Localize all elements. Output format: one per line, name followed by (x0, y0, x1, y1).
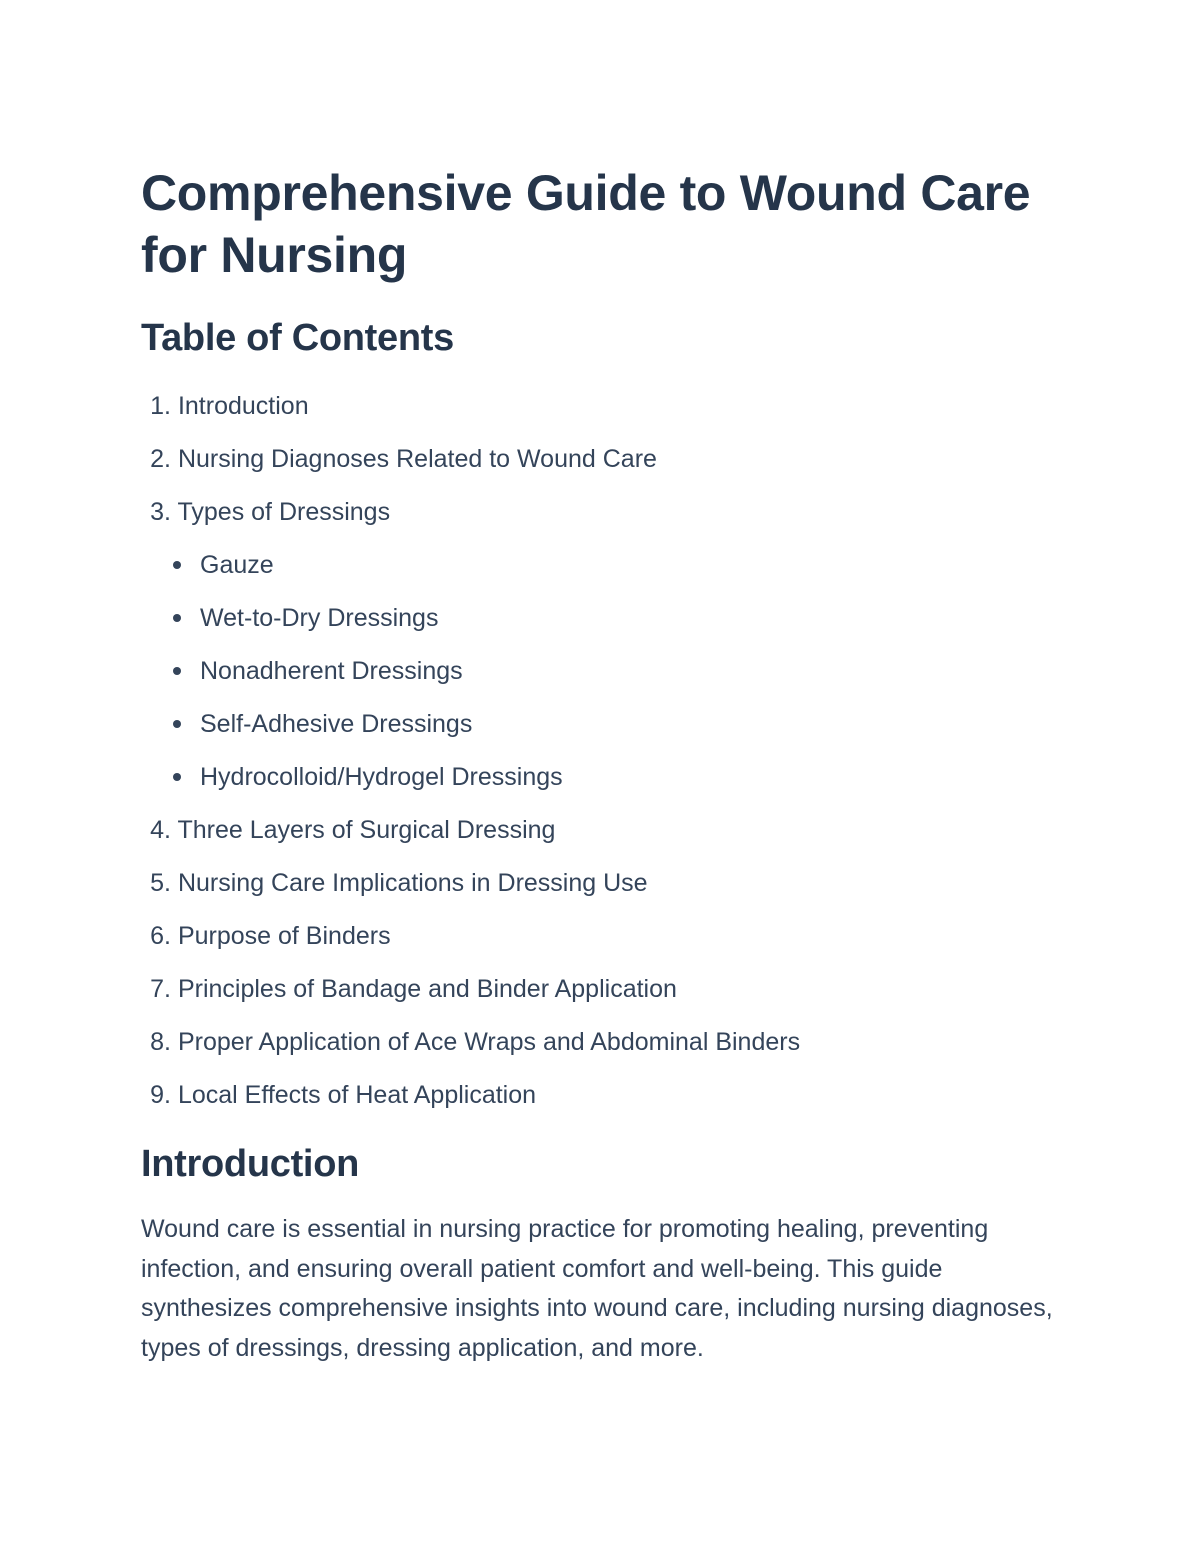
toc-item-number: 8. (150, 1028, 171, 1056)
toc-item-label: Purpose of Binders (177, 922, 391, 950)
toc-item-number: 4. (150, 816, 171, 844)
toc-item-number: 2. (150, 445, 171, 473)
bullet-icon (173, 614, 181, 622)
toc-item-label: Types of Dressings (177, 498, 391, 526)
introduction-heading: Introduction (141, 1143, 360, 1185)
toc-item-purpose-of-binders (141, 915, 800, 968)
toc-item-label: Nursing Diagnoses Related to Wound Care (177, 445, 657, 473)
bullet-icon (173, 773, 181, 781)
toc-item-nursing-care-implications (141, 862, 800, 915)
table-of-contents (141, 385, 800, 1127)
toc-subitem-label: Wet-to-Dry Dressings (200, 604, 439, 632)
toc-item-nursing-diagnoses (141, 438, 800, 491)
toc-item-label: Local Effects of Heat Application (177, 1081, 537, 1109)
toc-item-introduction (141, 385, 800, 438)
document-title: Comprehensive Guide to Wound Care for Nursing (141, 165, 1031, 283)
toc-item-principles-bandage (141, 968, 800, 1021)
toc-item-number: 1. (150, 392, 171, 420)
toc-subitem-label: Gauze (200, 551, 274, 579)
toc-item-label: Three Layers of Surgical Dressing (177, 816, 556, 844)
toc-subitem-self-adhesive (141, 703, 800, 756)
toc-subitem-wet-to-dry (141, 597, 800, 650)
toc-item-number: 7. (150, 975, 171, 1003)
toc-item-number: 5. (150, 869, 171, 897)
toc-subitem-gauze (141, 544, 800, 597)
toc-subitem-label: Self-Adhesive Dressings (200, 710, 473, 738)
toc-heading: Table of Contents (141, 317, 454, 359)
bullet-icon (173, 720, 181, 728)
bullet-icon (173, 561, 181, 569)
toc-item-label: Introduction (177, 392, 309, 420)
toc-item-number: 9. (150, 1081, 171, 1109)
toc-item-heat-application (141, 1074, 800, 1127)
toc-subitem-label: Nonadherent Dressings (200, 657, 463, 685)
toc-item-label: Nursing Care Implications in Dressing Use (177, 869, 648, 897)
introduction-paragraph: Wound care is essential in nursing practice for promoting healing, preventing infection, and ensuring overall patient comfort and well-being. This guide synthesizes comprehensive insights into wound care, including nursing diagnoses, types of dressings, dressing application, and more. (141, 1215, 1053, 1362)
toc-item-ace-wraps (141, 1021, 800, 1074)
toc-subitem-nonadherent (141, 650, 800, 703)
toc-item-label: Principles of Bandage and Binder Application (177, 975, 677, 1003)
toc-item-three-layers (141, 809, 800, 862)
toc-item-number: 3. (150, 498, 171, 526)
toc-item-label: Proper Application of Ace Wraps and Abdominal Binders (177, 1028, 801, 1056)
bullet-icon (173, 667, 181, 675)
toc-subitem-label: Hydrocolloid/Hydrogel Dressings (200, 763, 563, 791)
toc-item-types-of-dressings (141, 491, 800, 544)
toc-subitem-hydrocolloid (141, 756, 800, 809)
toc-item-number: 6. (150, 922, 171, 950)
